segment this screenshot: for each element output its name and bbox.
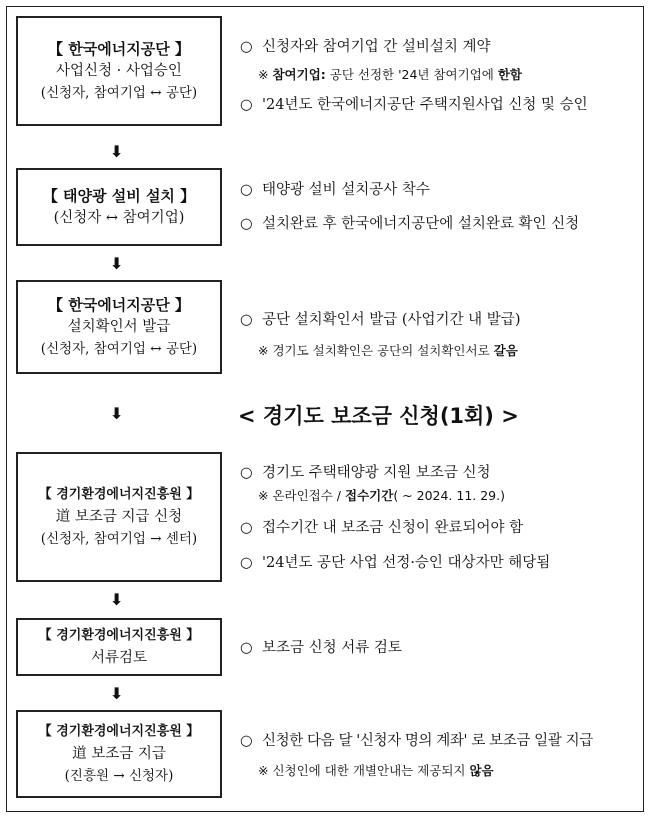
step-parties: (신청자, 참여기업 ↔ 공단) xyxy=(40,341,198,357)
step1-line2: ○ '24년도 한국에너지공단 주택지원사업 신청 및 승인 xyxy=(240,97,588,113)
step-subtitle: 설치확인서 발급 xyxy=(67,319,171,335)
down-arrow-icon: ⬇ xyxy=(110,254,124,273)
step-box-install xyxy=(16,168,222,246)
bullet-icon: ○ xyxy=(240,555,253,571)
step2-line2: ○ 설치완료 후 한국에너지공단에 설치완료 확인 신청 xyxy=(240,216,580,232)
step-box-confirm xyxy=(16,280,222,374)
step5-line1: ○ 보조금 신청 서류 검토 xyxy=(240,640,402,656)
step4-line1: ○ 경기도 주택태양광 지원 보조금 신청 xyxy=(240,465,491,481)
step-box-review xyxy=(16,618,222,676)
down-arrow-icon: ⬇ xyxy=(110,684,124,703)
step4-line2: ○ 접수기간 내 보조금 신청이 완료되어야 함 xyxy=(240,520,524,536)
step1-line1: ○ 신청자와 참여기업 간 설비설치 계약 xyxy=(240,39,491,55)
bullet-icon: ○ xyxy=(240,733,253,749)
bullet-icon: ○ xyxy=(240,312,253,328)
bullet-icon: ○ xyxy=(240,97,253,113)
step-title: 【 경기환경에너지진흥원 】 xyxy=(38,628,200,643)
step6-note: ※ 신청인에 대한 개별안내는 제공되지 않음 xyxy=(258,763,494,778)
step-box-apply xyxy=(16,16,222,126)
step-subtitle: 사업신청 · 사업승인 xyxy=(56,63,182,79)
down-arrow-icon: ⬇ xyxy=(110,590,124,609)
step4-line3: ○ '24년도 공단 사업 선정·승인 대상자만 해당됨 xyxy=(240,555,551,571)
step-parties: (신청자, 참여기업 ↔ 공단) xyxy=(40,85,198,101)
step2-line1: ○ 태양광 설비 설치공사 착수 xyxy=(240,182,430,198)
step-box-subsidy-apply xyxy=(16,452,222,582)
step-parties: (신청자, 참여기업 → 센터) xyxy=(40,531,198,547)
step-parties: (진흥원 → 신청자) xyxy=(64,768,174,784)
step-title: 【 한국에너지공단 】 xyxy=(48,40,190,58)
step-title: 【 경기환경에너지진흥원 】 xyxy=(38,487,200,502)
step4-note: ※ 온라인접수 / 접수기간( ~ 2024. 11. 29.) xyxy=(258,488,505,503)
section-heading: < 경기도 보조금 신청(1회) > xyxy=(238,404,519,428)
step-subtitle: 서류검토 xyxy=(90,650,148,666)
step3-line1: ○ 공단 설치확인서 발급 (사업기간 내 발급) xyxy=(240,312,521,328)
step-box-subsidy-pay xyxy=(16,710,222,798)
step6-line1: ○ 신청한 다음 달 '신청자 명의 계좌' 로 보조금 일괄 지급 xyxy=(240,733,593,749)
bullet-icon: ○ xyxy=(240,465,253,481)
bullet-icon: ○ xyxy=(240,520,253,536)
down-arrow-icon: ⬇ xyxy=(110,404,124,423)
step-title: 【 태양광 설비 설치 】 xyxy=(42,187,196,205)
step-subtitle: 道 보조금 지급 신청 xyxy=(55,509,183,525)
step-subtitle: 道 보조금 지급 xyxy=(72,746,166,762)
bullet-icon: ○ xyxy=(240,640,253,656)
bullet-icon: ○ xyxy=(240,39,253,55)
step-title: 【 경기환경에너지진흥원 】 xyxy=(38,724,200,739)
step3-note: ※ 경기도 설치확인은 공단의 설치확인서로 갈음 xyxy=(258,343,518,358)
step-title: 【 한국에너지공단 】 xyxy=(48,296,190,314)
step-parties: (신청자 ↔ 참여기업) xyxy=(53,210,185,226)
step1-note: ※ 참여기업: 공단 선정한 '24년 참여기업에 한함 xyxy=(258,67,522,82)
down-arrow-icon: ⬇ xyxy=(110,142,124,161)
bullet-icon: ○ xyxy=(240,216,253,232)
bullet-icon: ○ xyxy=(240,182,253,198)
